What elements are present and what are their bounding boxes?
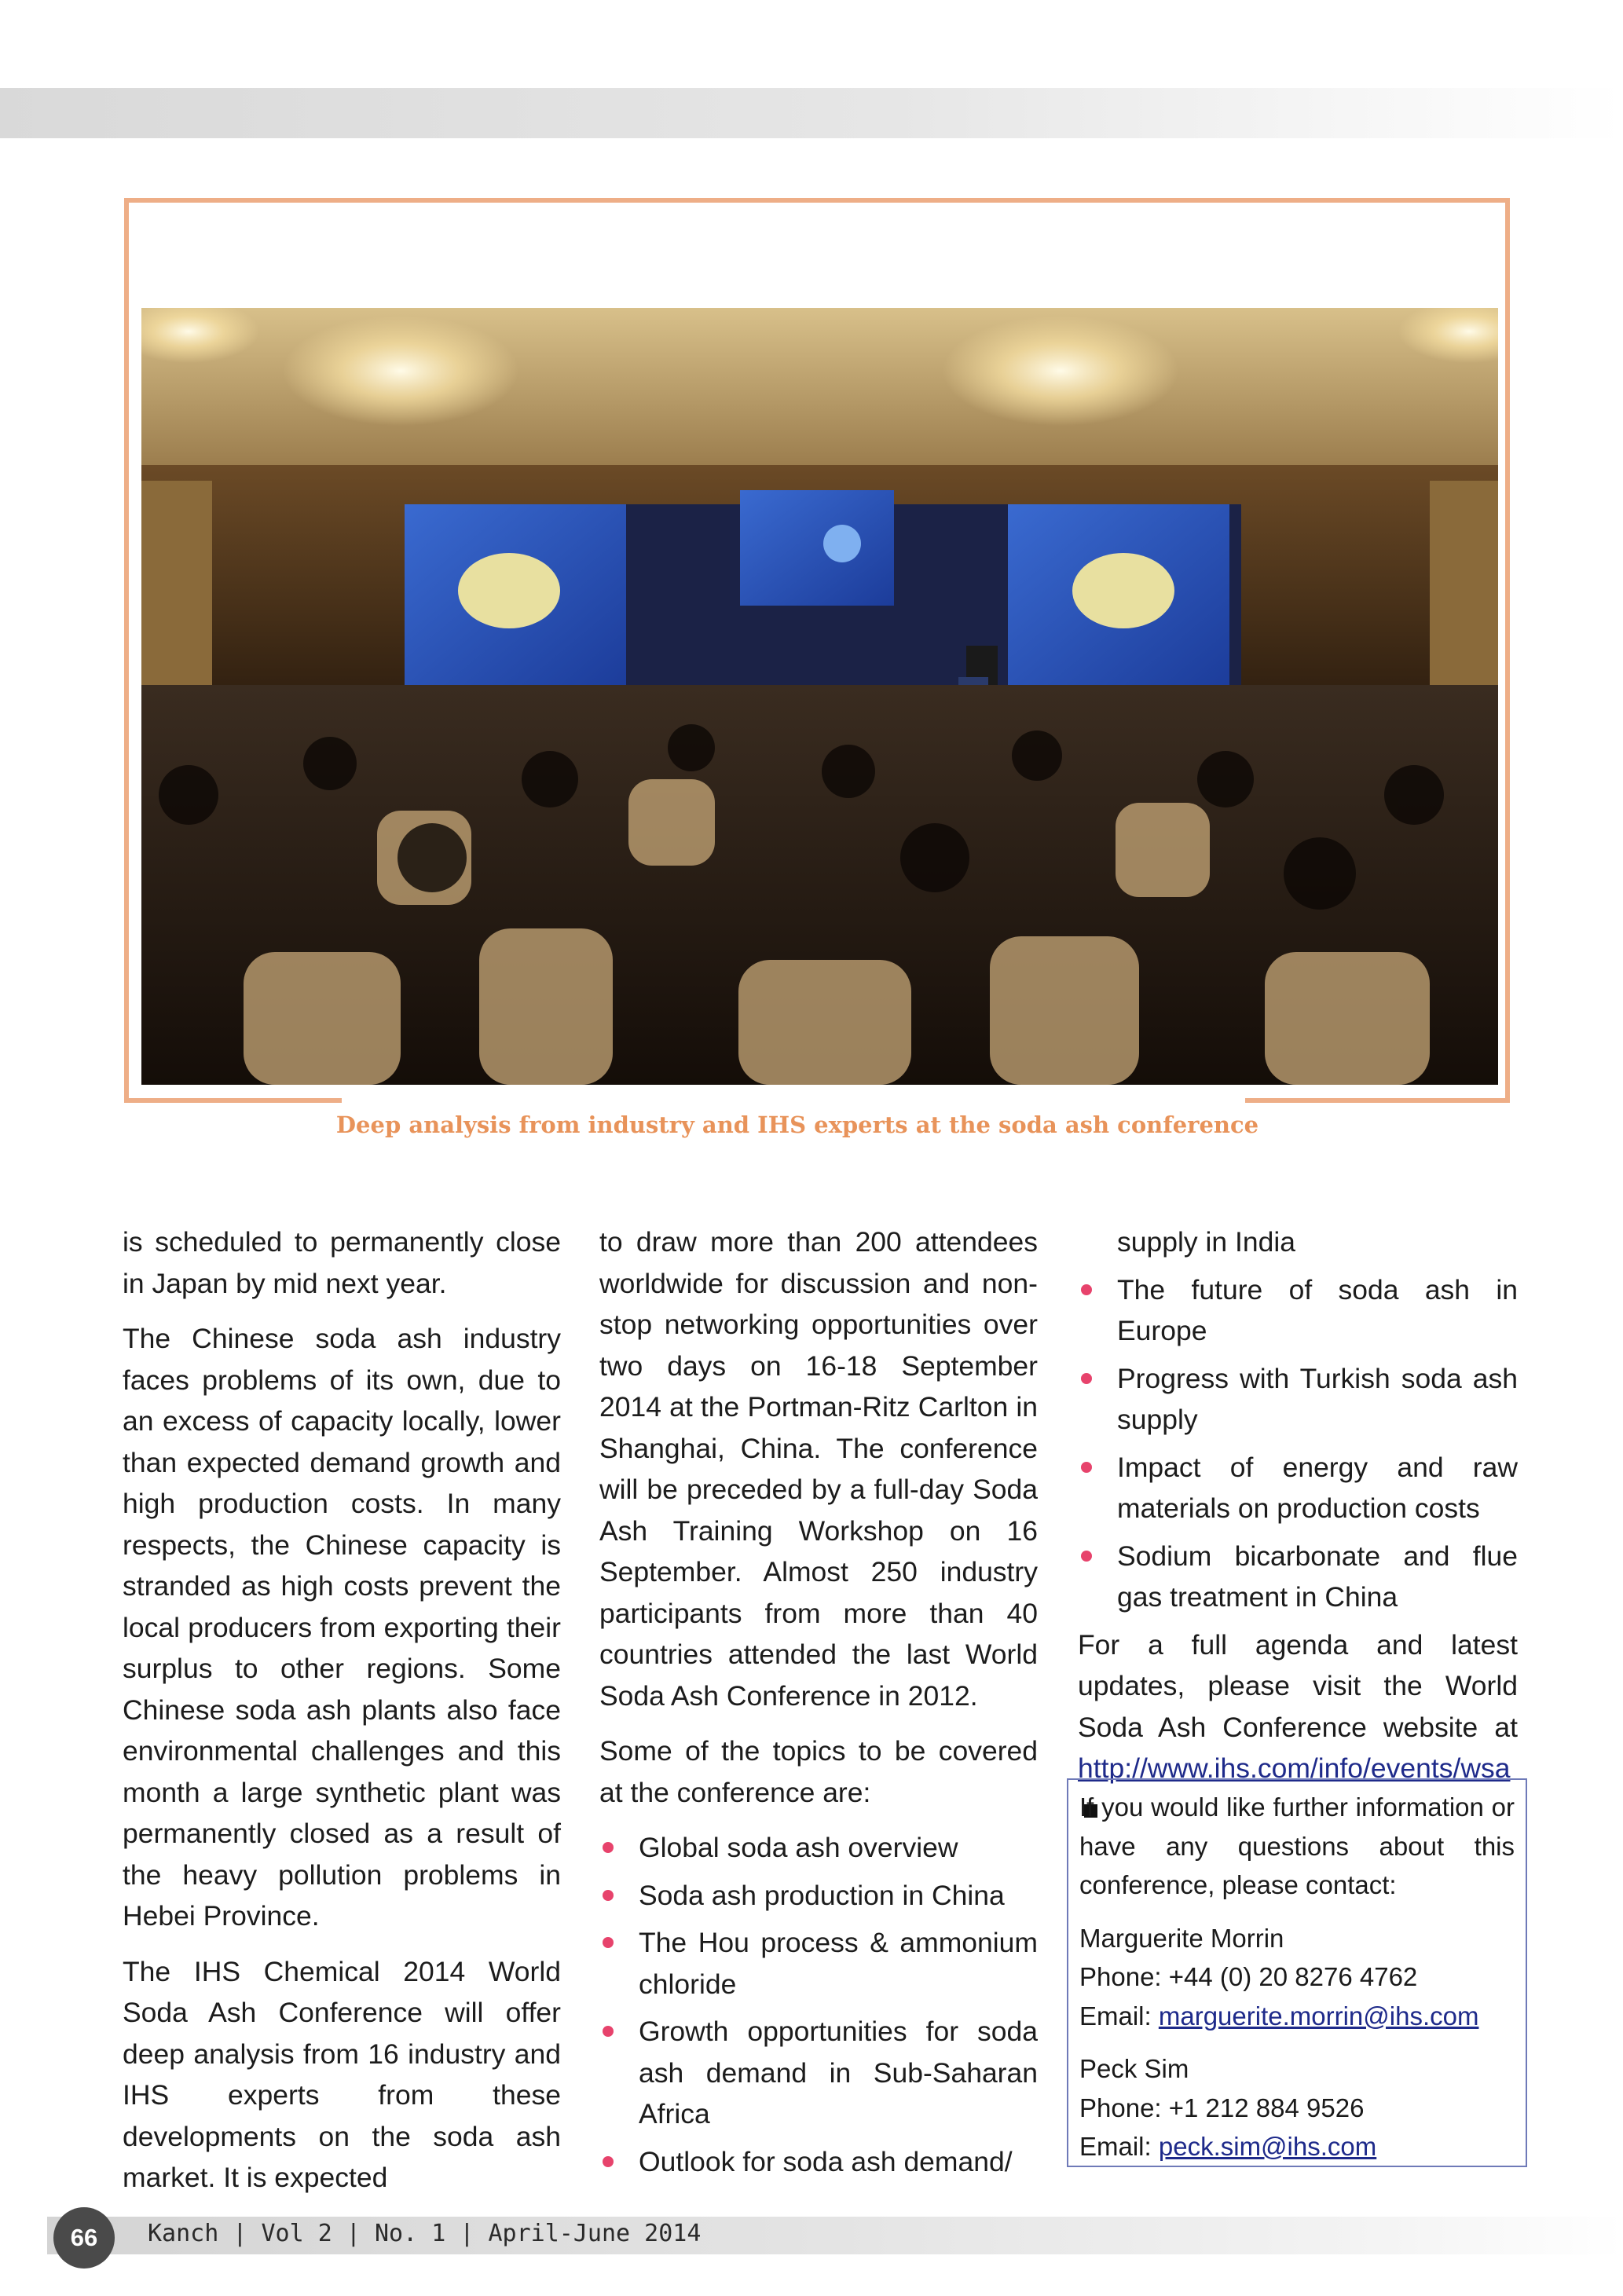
bullet-icon (603, 1937, 614, 1948)
paragraph: The Chinese soda ash industry faces problems of its own, due to an excess of capacity locally, lower than expected demand growth and high production costs. In many respects, the Chinese capacity is stranded as high costs prevent the local producers from exporting their surplus to other regions. Some Chinese soda ash plants also face environmental challenges and this month a large synthetic plant was permanently closed as a result of the heavy pollution problems in Hebei Province. (123, 1323, 561, 1932)
bullet-icon (603, 2026, 614, 2037)
contact-box (1067, 1778, 1527, 2167)
agenda-paragraph: For a full agenda and latest updates, please visit the World Soda Ash Conference website at http://www.ihs.com/info/events/wsa (1078, 1624, 1518, 1831)
contact-name: Peck Sim (1079, 2054, 1189, 2083)
list-item: Outlook for soda ash demand/ (599, 2141, 1038, 2183)
bullet-icon (1081, 1373, 1092, 1384)
bullet-icon (1081, 1551, 1092, 1562)
contact-email-link[interactable]: marguerite.morrin@ihs.com (1158, 2001, 1479, 2031)
topics-list (599, 1827, 1038, 2182)
list-item: The future of soda ash in Europe (1078, 1269, 1518, 1352)
contact-email-link[interactable]: peck.sim@ihs.com (1158, 2132, 1377, 2161)
list-item: Global soda ash overview (599, 1827, 1038, 1869)
list-item: Soda ash production in China (599, 1875, 1038, 1917)
list-item: Progress with Turkish soda ash supply (1078, 1358, 1518, 1441)
bullet-icon (603, 1890, 614, 1901)
bullet-icon (1081, 1284, 1092, 1295)
contact-phone: Phone: +44 (0) 20 8276 4762 (1079, 1962, 1418, 1991)
list-item: Impact of energy and raw materials on production costs (1078, 1447, 1518, 1529)
contact-email-line: Email: peck.sim@ihs.com (1079, 2132, 1377, 2161)
column-3 (1078, 1221, 1518, 1844)
paragraph: The IHS Chemical 2014 World Soda Ash Conference will offer deep analysis from 16 industry and IHS experts from these developments on the soda ash market. It is expected (123, 1955, 561, 2193)
list-item: Sodium bicarbonate and flue gas treatment in China (1078, 1536, 1518, 1618)
column-2 (599, 1221, 1038, 2188)
list-item-continuation: supply in India (1117, 1226, 1295, 1258)
paragraph: Some of the topics to be covered at the conference are: (599, 1735, 1038, 1808)
contact-intro: If you would like further information or have any questions about this conference, please contact: (1079, 1792, 1515, 1899)
bullet-icon (603, 1842, 614, 1853)
photo-caption: Deep analysis from industry and IHS experts at the soda ash conference (335, 1111, 1259, 1138)
contact-email-line: Email: marguerite.morrin@ihs.com (1079, 2001, 1479, 2031)
conference-photo (141, 308, 1498, 1085)
footer-publication: Kanch | Vol 2 | No. 1 | April-June 2014 (148, 2220, 702, 2247)
bullet-icon (1081, 1462, 1092, 1473)
list-item: The Hou process & ammonium chloride (599, 1922, 1038, 2005)
column-1 (123, 1221, 561, 2213)
list-item: Growth opportunities for soda ash demand in Sub-Saharan Africa (599, 2011, 1038, 2135)
contact-name: Marguerite Morrin (1079, 1923, 1284, 1953)
page-number: 66 (53, 2207, 115, 2269)
caption-gap (342, 1095, 1245, 1108)
paragraph: is scheduled to permanently close in Japan by mid next year. (123, 1226, 561, 1299)
bullet-icon (603, 2156, 614, 2167)
header-band (0, 88, 1623, 138)
paragraph: to draw more than 200 attendees worldwide for discussion and non-stop networking opportunities over two days on 16-18 September 2014 at the Portman-Ritz Carlton in Shanghai, China. The conference will be preceded by a full-day Soda Ash Training Workshop on 16 September. Almost 250 industry participants from more than 40 countries attended the last World Soda Ash Conference in 2012. (599, 1226, 1038, 1712)
topics-list (1078, 1269, 1518, 1618)
agenda-link[interactable]: http://www.ihs.com/info/events/wsa (1078, 1752, 1511, 1784)
contact-phone: Phone: +1 212 884 9526 (1079, 2093, 1365, 2122)
